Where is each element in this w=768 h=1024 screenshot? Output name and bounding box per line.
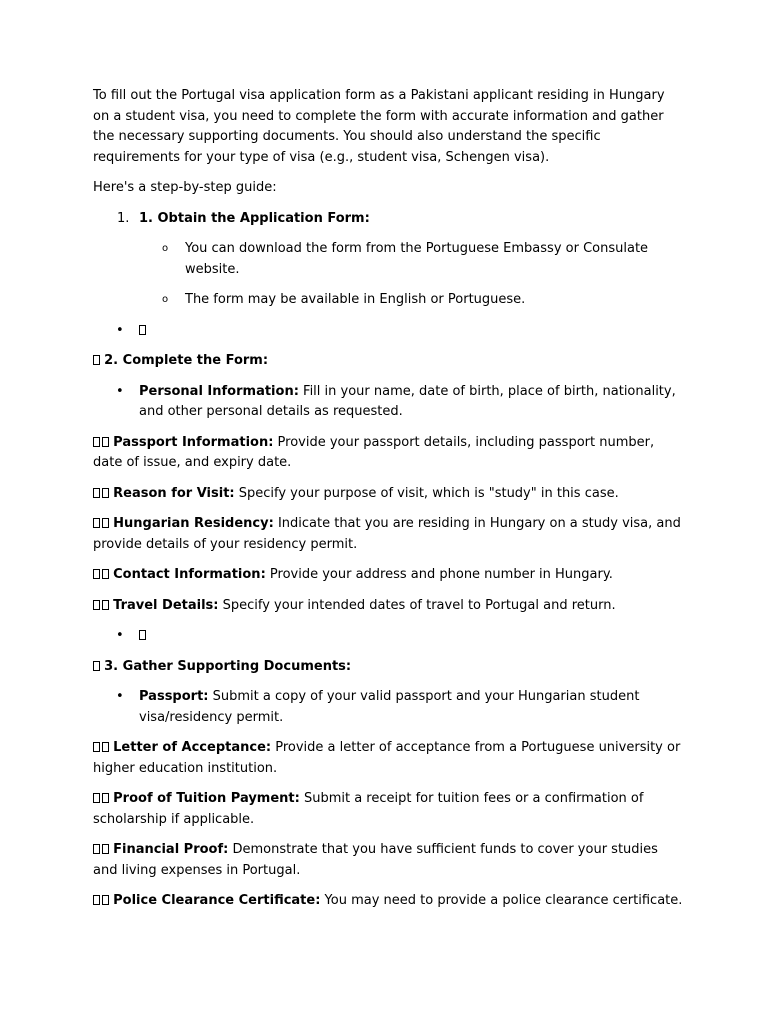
step-3-heading <box>93 657 683 678</box>
bullet-marker: • <box>116 689 124 704</box>
step-2-item <box>93 433 683 474</box>
step-2-item <box>93 484 683 505</box>
missing-glyph-icon <box>93 844 100 854</box>
guide-intro: Here's a step-by-step guide: <box>93 180 277 195</box>
missing-glyph-icon <box>93 793 100 803</box>
bullet-marker: • <box>116 628 124 643</box>
item-text: Provide your passport details, including passport number, date of issue, and expiry date. <box>93 434 655 470</box>
missing-glyph-icon <box>102 518 109 528</box>
item-text: Fill in your name, date of birth, place of birth, nationality, and other personal details as requested. <box>139 383 676 419</box>
step-2-item <box>93 565 683 586</box>
item-label: Proof of Tuition Payment: <box>113 791 300 806</box>
missing-glyph-icon <box>93 355 100 365</box>
step-1-subitem-text: You can download the form from the Portuguese Embassy or Consulate website. <box>185 241 649 277</box>
missing-glyph-icon <box>93 895 100 905</box>
item-label: Hungarian Residency: <box>113 516 274 531</box>
sub-bullet-marker: o <box>162 294 169 305</box>
missing-glyph-icon <box>102 742 109 752</box>
item-text: Provide a letter of acceptance from a Portuguese university or higher education institution. <box>93 740 681 776</box>
item-text: You may need to provide a police clearance certificate. <box>320 893 683 908</box>
missing-glyph-icon <box>93 518 100 528</box>
item-text: Specify your intended dates of travel to Portugal and return. <box>218 597 616 613</box>
missing-glyph-icon <box>102 600 109 610</box>
missing-glyph-icon <box>139 630 146 640</box>
step-1-subitem <box>93 239 683 280</box>
step-2-item <box>93 514 683 555</box>
item-label: Financial Proof: <box>113 842 229 857</box>
item-label: Travel Details: <box>113 597 219 613</box>
item-text: Provide your address and phone number in Hungary. <box>265 567 613 582</box>
missing-glyph-icon <box>102 844 109 854</box>
missing-glyph-icon <box>102 488 109 498</box>
bullet-marker: • <box>116 383 124 399</box>
item-label: Contact Information: <box>113 567 266 582</box>
item-text: Submit a copy of your valid passport and your Hungarian student visa/residency permit. <box>139 689 640 725</box>
missing-glyph-icon <box>102 437 109 447</box>
document-body <box>93 86 683 922</box>
item-label: Passport: <box>139 689 209 704</box>
step-3-item <box>93 891 683 912</box>
item-label: Police Clearance Certificate: <box>113 893 321 908</box>
step-3-item <box>93 738 683 779</box>
item-text: Submit a receipt for tuition fees or a confirmation of scholarship if applicable. <box>93 791 644 827</box>
item-text: Specify your purpose of visit, which is "study" in this case. <box>234 485 619 501</box>
step-1-number: 1. <box>117 210 130 226</box>
step-3-item <box>93 789 683 830</box>
step-2-first-item <box>93 382 683 423</box>
empty-bullet-item <box>93 321 683 342</box>
step-2-heading <box>93 351 683 372</box>
missing-glyph-icon <box>93 600 100 610</box>
step-1-subitem-text: The form may be available in English or Portuguese. <box>185 292 526 307</box>
step-1 <box>93 209 683 230</box>
missing-glyph-icon <box>93 661 100 671</box>
step-3-title: 3. Gather Supporting Documents: <box>104 658 352 674</box>
step-2-title: 2. Complete the Form: <box>104 353 269 368</box>
step-1-subitem <box>93 290 683 311</box>
missing-glyph-icon <box>102 793 109 803</box>
empty-bullet-item <box>93 626 683 647</box>
sub-bullet-marker: o <box>162 243 169 254</box>
bullet-marker: • <box>116 322 124 338</box>
item-label: Passport Information: <box>113 434 274 450</box>
missing-glyph-icon <box>93 569 100 579</box>
missing-glyph-icon <box>102 895 109 905</box>
item-text: Demonstrate that you have sufficient funds to cover your studies and living expenses in Portugal. <box>93 842 658 878</box>
intro-paragraph: To fill out the Portugal visa application form as a Pakistani applicant residing in Hungary on a student visa, you need to complete the form with accurate information and gather the necessary supporting documents. You should also understand the specific requirements for your type of visa (e.g., student visa, Schengen visa). <box>93 88 665 165</box>
missing-glyph-icon <box>102 569 109 579</box>
missing-glyph-icon <box>93 437 100 447</box>
item-label: Personal Information: <box>139 383 299 399</box>
step-3-first-item <box>93 687 683 728</box>
missing-glyph-icon <box>139 325 146 335</box>
item-label: Letter of Acceptance: <box>113 740 272 755</box>
item-label: Reason for Visit: <box>113 485 235 501</box>
step-1-title: 1. Obtain the Application Form: <box>139 210 370 226</box>
item-text: Indicate that you are residing in Hungary on a study visa, and provide details of your residency permit. <box>93 516 681 552</box>
missing-glyph-icon <box>93 488 100 498</box>
step-3-item <box>93 840 683 881</box>
step-2-item <box>93 596 683 617</box>
missing-glyph-icon <box>93 742 100 752</box>
